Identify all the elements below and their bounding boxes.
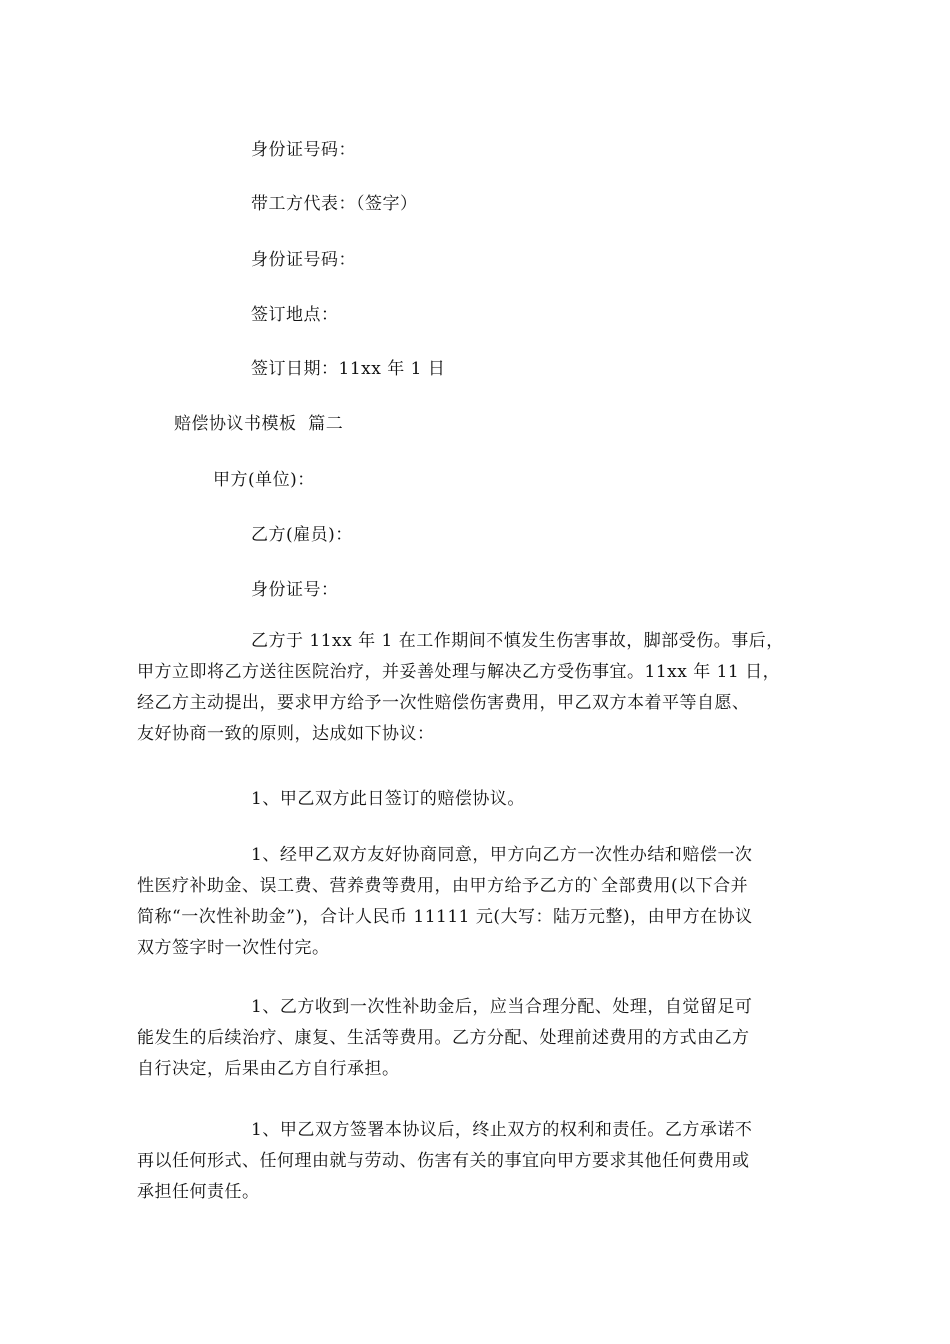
paragraph-line: 1、乙方收到一次性补助金后，应当合理分配、处理，自觉留足可 [251,997,753,1017]
id-number-line-2: 身份证号码： [251,250,356,270]
paragraph-line: 简称“一次性补助金”)，合计人民币 11111 元(大写：陆万元整)，由甲方在协议 [137,907,753,927]
id-number-line-1: 身份证号码： [251,140,356,160]
paragraph-line: 自行决定，后果由乙方自行承担。 [137,1059,400,1079]
paragraph-line: 双方签字时一次性付完。 [137,938,330,958]
paragraph-line: 承担任何责任。 [137,1182,260,1202]
clause-4-paragraph [137,1115,817,1208]
intro-paragraph [137,626,817,750]
paragraph-line: 经乙方主动提出，要求甲方给予一次性赔偿伤害费用，甲乙双方本着平等自愿、 [137,693,750,713]
paragraph-line: 乙方于 11xx 年 1 在工作期间不慎发生伤害事故，脚部受伤。事后， [251,631,784,651]
paragraph-line: 1、经甲乙双方友好协商同意，甲方向乙方一次性办结和赔偿一次 [251,845,753,865]
paragraph-line: 能发生的后续治疗、康复、生活等费用。乙方分配、处理前述费用的方式由乙方 [137,1028,750,1048]
paragraph-line: 再以任何形式、任何理由就与劳动、伤害有关的事宜向甲方要求其他任何费用或 [137,1151,750,1171]
sign-date-line: 签订日期：11xx 年 1 日 [251,359,446,379]
clause-3-paragraph [137,992,817,1085]
paragraph-line: 性医疗补助金、误工费、营养费等费用，由甲方给予乙方的`全部费用(以下合并 [137,876,749,896]
paragraph-line: 甲方立即将乙方送往医院治疗，并妥善处理与解决乙方受伤事宜。11xx 年 11 日， [137,662,781,682]
labor-representative-line: 带工方代表：（签字） [251,194,418,214]
party-b-line: 乙方(雇员)： [251,525,353,545]
party-b-id-line: 身份证号： [251,580,339,600]
party-a-line: 甲方(单位)： [213,470,315,490]
clause-1-paragraph [137,784,817,815]
paragraph-line: 友好协商一致的原则，达成如下协议： [137,724,435,744]
paragraph-line: 1、甲乙双方签署本协议后，终止双方的权利和责任。乙方承诺不 [251,1120,753,1140]
section-title: 赔偿协议书模板 篇二 [174,414,344,434]
paragraph-line: 1、甲乙双方此日签订的赔偿协议。 [251,789,525,809]
clause-2-paragraph [137,840,817,964]
sign-place-line: 签订地点： [251,305,339,325]
